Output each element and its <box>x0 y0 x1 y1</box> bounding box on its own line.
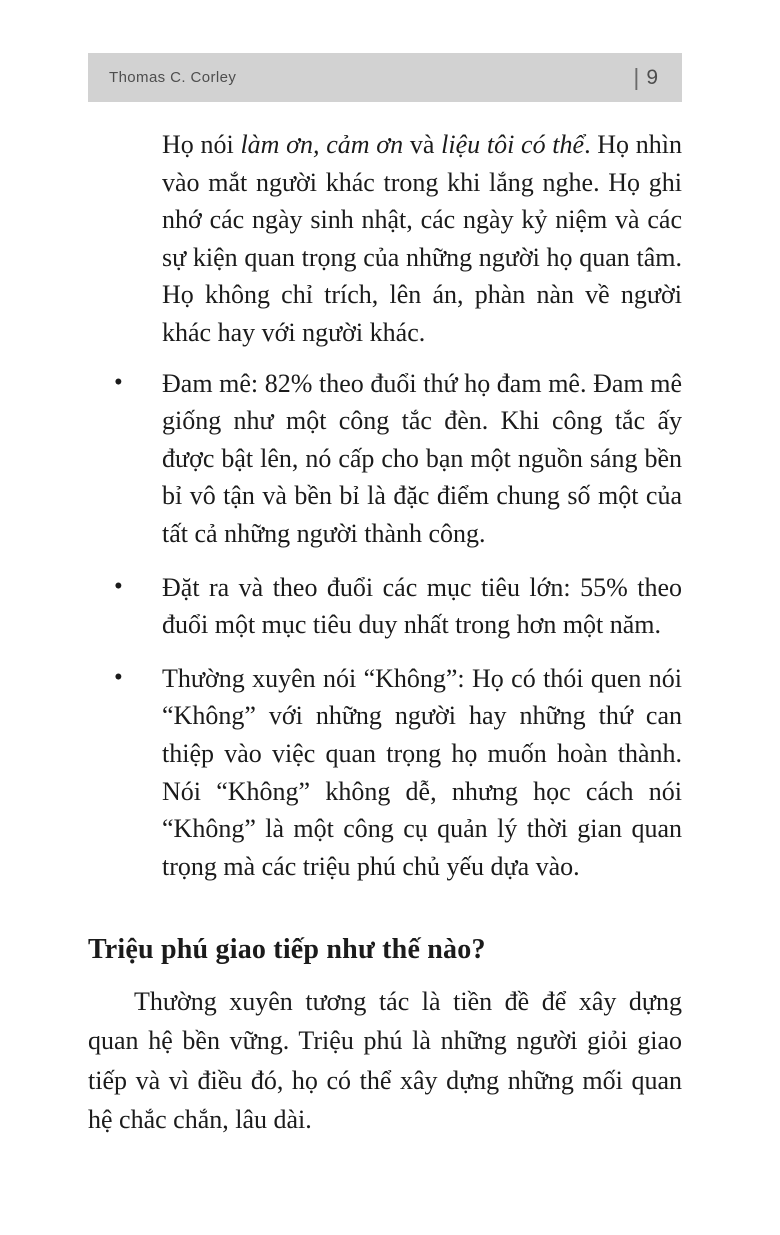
bullet-icon: • <box>114 368 123 396</box>
running-header-author: Thomas C. Corley <box>109 69 237 86</box>
bullet-icon: • <box>114 663 123 691</box>
list-item <box>88 365 682 553</box>
list-item <box>88 569 682 644</box>
section-heading: Triệu phú giao tiếp như thế nào? <box>88 934 486 966</box>
page-number <box>633 66 658 89</box>
page-content <box>88 126 682 1139</box>
intro-run-italic: liệu tôi có thể <box>441 130 585 159</box>
page-number-separator: | <box>633 64 640 90</box>
running-header <box>88 53 682 102</box>
intro-paragraph <box>162 126 682 352</box>
list-item <box>88 660 682 886</box>
bullet-list <box>88 365 682 886</box>
intro-run-regular: và <box>403 130 442 159</box>
bullet-icon: • <box>114 572 123 600</box>
page-number-value: 9 <box>646 66 658 89</box>
intro-run-regular: . Họ nhìn vào mắt người khác trong khi lắng nghe. Họ ghi nhớ các ngày sinh nhật, các ngày kỷ niệm và các sự kiện quan trọng của những người họ quan tâm. Họ không chỉ trích, lên án, phàn nàn về người khác hay với người khác. <box>162 130 682 347</box>
bullet-text: Đam mê: 82% theo đuổi thứ họ đam mê. Đam mê giống như một công tắc đèn. Khi công tắc ấy được bật lên, nó cấp cho bạn một nguồn sáng bền bỉ vô tận và bền bỉ là đặc điểm chung số một của tất cả những người thành công. <box>162 368 682 548</box>
intro-run-italic: làm ơn, cảm ơn <box>240 130 404 159</box>
bullet-text: Thường xuyên nói “Không”: Họ có thói quen nói “Không” với những người hay những thứ can thiệp vào việc quan trọng họ muốn hoàn thành. Nói “Không” không dễ, nhưng học cách nói “Không” là một công cụ quản lý thời gian quan trọng mà các triệu phú chủ yếu dựa vào. <box>162 663 682 881</box>
closing-paragraph: Thường xuyên tương tác là tiền đề để xây dựng quan hệ bền vững. Triệu phú là những người giỏi giao tiếp và vì điều đó, họ có thể xây dựng những mối quan hệ chắc chắn, lâu dài. <box>88 987 682 1134</box>
intro-run-regular: Họ nói <box>162 130 241 159</box>
bullet-text: Đặt ra và theo đuổi các mục tiêu lớn: 55% theo đuổi một mục tiêu duy nhất trong hơn một năm. <box>162 572 682 640</box>
